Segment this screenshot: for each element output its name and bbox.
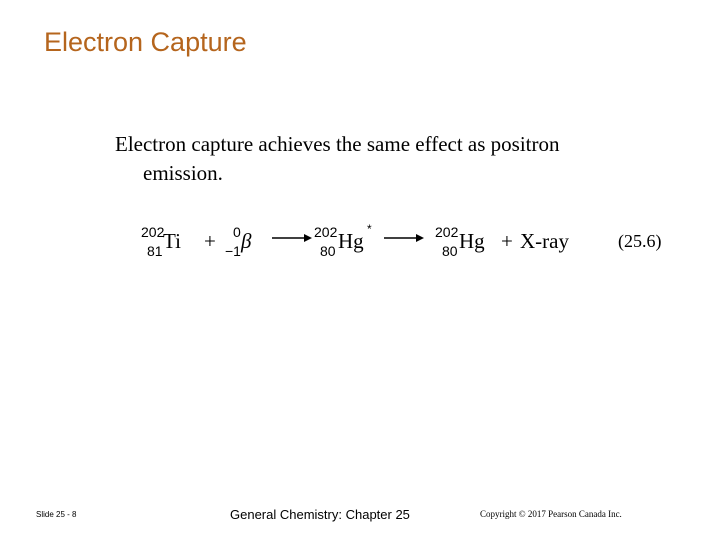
x-ray-label: X-ray [520,229,569,253]
plus-sign-2: + [501,229,513,253]
reactant-electron-symbol: β [241,229,252,253]
footer-course: General Chemistry: Chapter 25 [230,507,410,522]
product-mercury-symbol: Hg [459,229,485,253]
reactant-electron-mass-number: 0 [233,224,241,240]
intermediate-mercury-symbol: Hg [338,229,364,253]
body-text-line-1: Electron capture achieves the same effect as positron [115,132,560,156]
reactant-titanium-symbol: Ti [163,229,181,253]
intermediate-mercury-atomic-number: 80 [320,243,336,259]
intermediate-mercury-mass-number: 202 [314,224,338,240]
reactant-titanium-mass-number: 202 [141,224,165,240]
excited-state-mark: * [367,222,372,236]
plus-sign-1: + [204,229,216,253]
slide-number: Slide 25 - 8 [36,510,77,519]
slide-title: Electron Capture [44,27,247,57]
reactant-titanium-atomic-number: 81 [147,243,163,259]
product-mercury-atomic-number: 80 [442,243,458,259]
reaction-arrow-2 [384,232,424,244]
reactant-electron-atomic-number: −1 [225,243,241,259]
equation-number: (25.6) [618,231,662,251]
reaction-arrow-1 [272,232,312,244]
product-mercury-mass-number: 202 [435,224,459,240]
footer-copyright: Copyright © 2017 Pearson Canada Inc. [480,509,622,519]
body-text-line-2: emission. [143,161,223,185]
